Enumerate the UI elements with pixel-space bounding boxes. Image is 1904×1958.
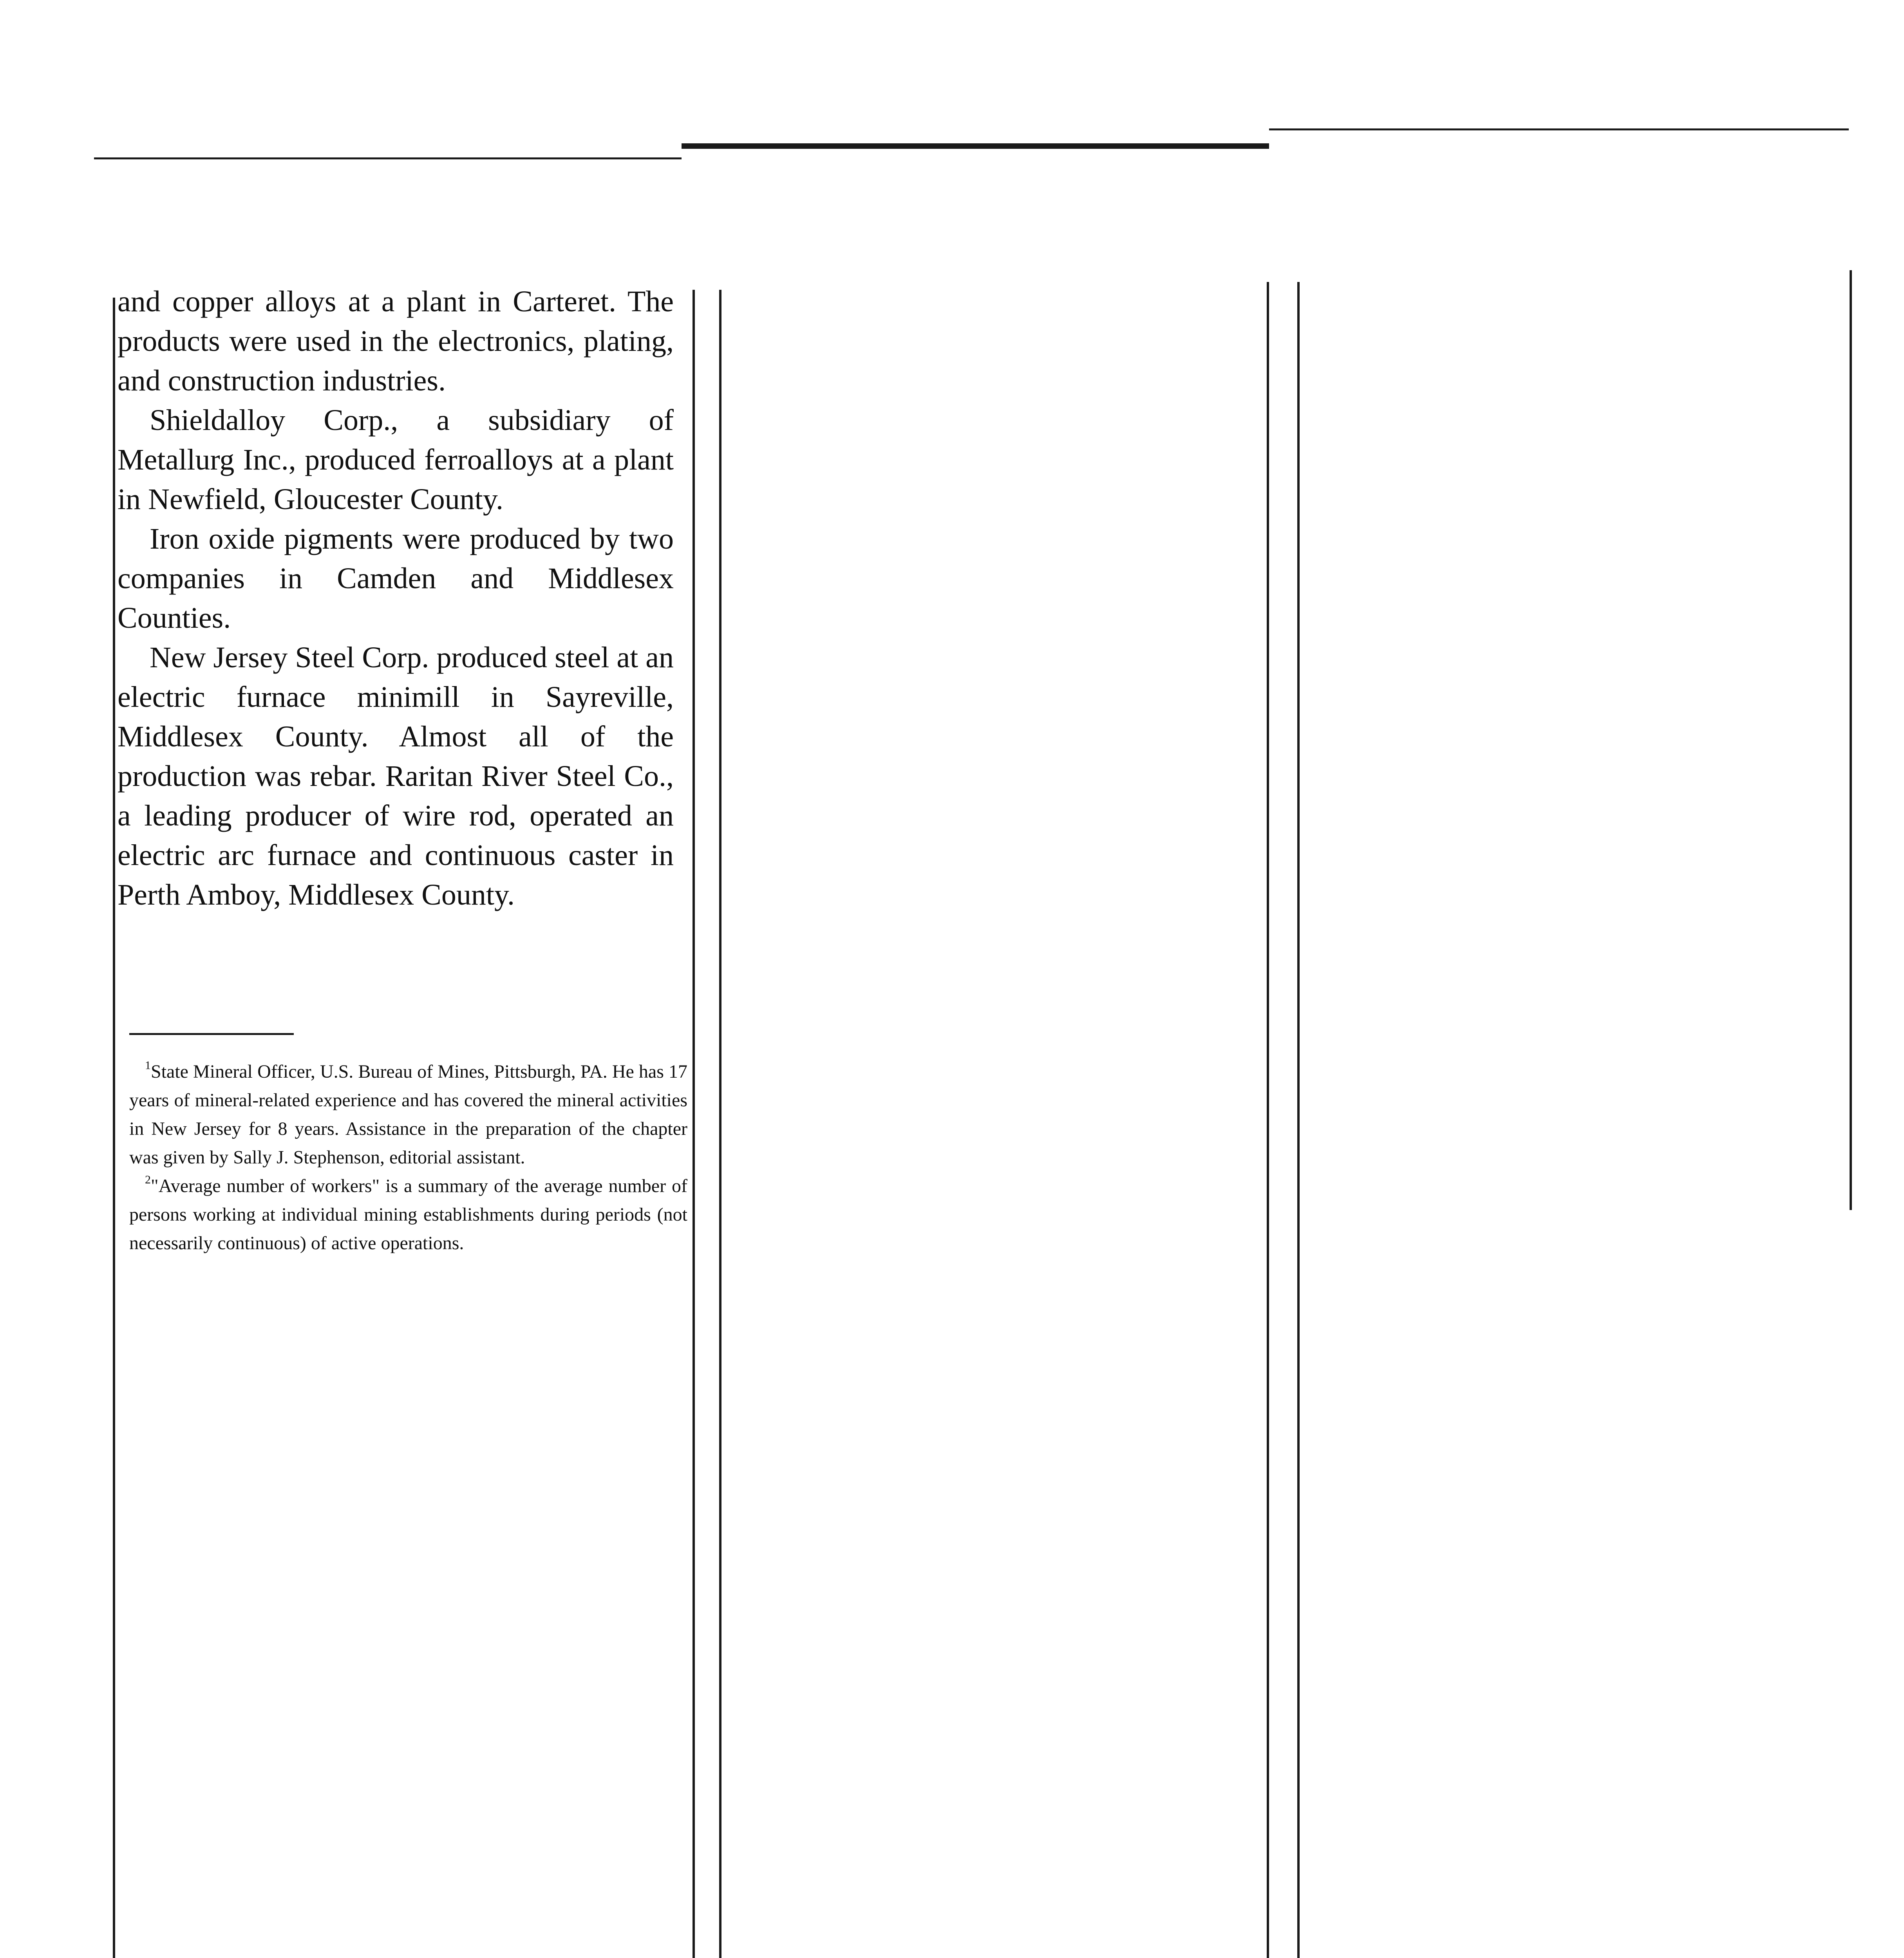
top-rule-right xyxy=(1269,128,1849,130)
column-divider-1 xyxy=(113,298,115,1958)
paragraph-4: New Jersey Steel Corp. produced steel at an electric furnace minimill in Sayreville, Middlesex County. Almost all of the production was rebar. Raritan River Steel Co., a leading producer of wire rod, operated an electric arc furnace and continuous caster in Perth Amboy, Middlesex County. xyxy=(118,641,674,911)
column-divider-3 xyxy=(719,290,721,1958)
paragraph-3: Iron oxide pigments were produced by two companies in Camden and Middlesex Counties. xyxy=(118,522,674,634)
paragraph-2: Shieldalloy Corp., a subsidiary of Metallurg Inc., produced ferroalloys at a plant in Newfield, Gloucester County. xyxy=(118,404,674,516)
column-divider-2 xyxy=(693,290,695,1958)
footnote-1 xyxy=(129,1057,687,1172)
body-text-column xyxy=(118,282,674,915)
column-divider-4 xyxy=(1267,282,1269,1958)
footnote-separator xyxy=(129,1033,294,1035)
footnote-2-marker: 2 xyxy=(145,1173,151,1186)
footnotes xyxy=(129,1057,687,1257)
column-divider-5 xyxy=(1297,282,1300,1958)
footnote-2-text: "Average number of workers" is a summary of the average number of persons working at individual mining establishments during periods (not necessarily continuous) of active operations. xyxy=(129,1176,687,1254)
top-rule-left xyxy=(94,157,682,159)
paragraph-1: and copper alloys at a plant in Carteret. The products were used in the electronics, plating, and construction industries. xyxy=(118,285,674,397)
column-divider-6 xyxy=(1850,270,1852,1210)
footnote-1-marker: 1 xyxy=(145,1059,151,1072)
footnote-2 xyxy=(129,1172,687,1257)
top-rule-center xyxy=(682,143,1269,149)
footnote-1-text: State Mineral Officer, U.S. Bureau of Mines, Pittsburgh, PA. He has 17 years of mineral-related experience and has covered the mineral activities in New Jersey for 8 years. Assistance in the preparation of the chapter was given by Sally J. Stephenson, editorial assistant. xyxy=(129,1061,687,1168)
